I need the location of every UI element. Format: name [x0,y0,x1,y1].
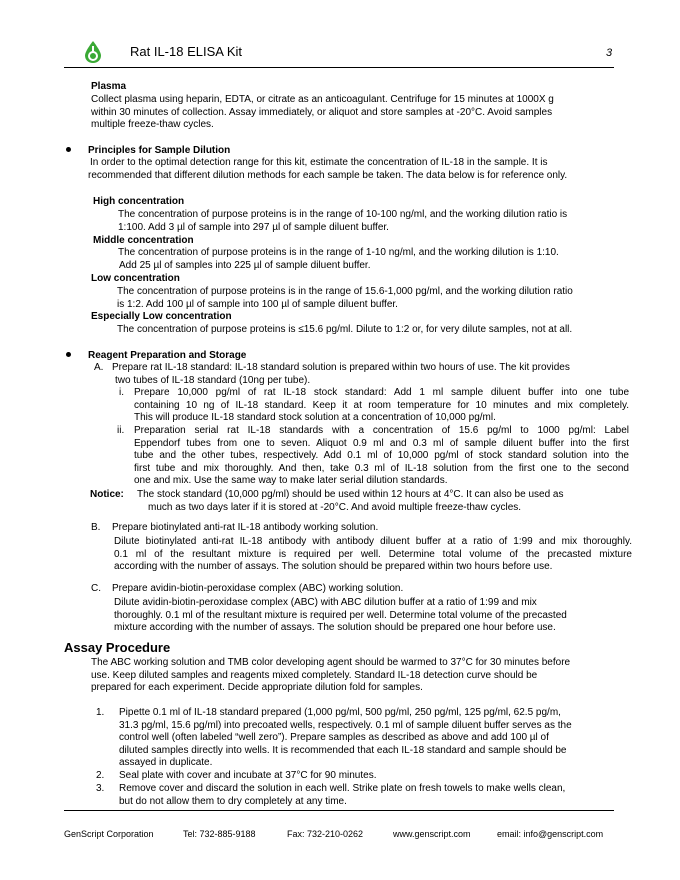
text-line: Preparation serial rat IL-18 standards with a concentration of 15.6 pg/ml to 1000 pg/ml: Label [134,425,629,436]
text-line: 1:100. Add 3 µl of sample into 297 µl of sample diluent buffer. [118,221,389,233]
step-number: 1. [96,707,105,718]
low-concentration-heading: Low concentration [91,273,180,284]
reagent-b-text [114,536,632,574]
notice-label: Notice: [90,489,124,500]
especially-low-concentration-text [117,324,632,337]
text-line: Collect plasma using heparin, EDTA, or citrate as an anticoagulant. Centrifuge for 15 minutes at 1000X g [91,94,554,105]
text-line: two tubes of IL-18 standard (10ng per tube). [115,374,311,386]
text-line: within 30 minutes of collection. Assay immediately, or aliquot and store samples at -20°C. Avoid samples [91,106,553,118]
assay-intro [91,657,631,695]
reagent-c-title: Prepare avidin-biotin-peroxidase complex (ABC) working solution. [112,583,404,594]
reagent-a-marker: A. [94,362,104,373]
plasma-text [91,94,631,132]
page-number: 3 [606,47,613,59]
header-rule [64,67,614,68]
text-line: Prepare rat IL-18 standard: IL-18 standard solution is prepared within two hours of use. The kit provides [112,362,570,373]
document-title: Rat IL-18 ELISA Kit [130,44,243,59]
text-line: The concentration of purpose proteins is ≤15.6 pg/ml. Dilute to 1:2 or, for very dilute samples, not at all. [117,324,573,335]
text-line: diluted samples directly into wells. It is recommended that each IL-18 standard and sample should be [119,744,567,756]
reagent-c-text [114,597,634,635]
step-number: 2. [96,770,105,781]
bullet-icon [66,352,71,357]
text-line: use. Keep diluted samples and reagents mixed completely. Standard IL-18 detection curve should be [91,669,538,681]
middle-concentration-text [118,247,630,272]
text-line: 0.1 ml of the resultant mixture is required per well. Determine total volume of the precasted mixture [114,548,632,560]
high-concentration-text [118,209,630,234]
dilution-intro [88,157,633,182]
text-line: Prepare 10,000 pg/ml of rat IL-18 stock standard: Add 1 ml sample diluent buffer into one tube [134,387,629,398]
notice-text [137,489,627,514]
text-line: recommended that different dilution methods for each sample be taken. The data below is for reference only. [88,169,568,181]
text-line: Eppendorf tubes from one to seven. Aliquot 0.9 ml and 0.3 ml of sample diluent buffer into the first [134,437,629,449]
footer-tel: Tel: 732-885-9188 [183,829,256,839]
text-line: control well (often labeled “well zero”). Prepare samples as described as above and add 100 µl of [119,732,549,743]
dilution-heading: Principles for Sample Dilution [88,145,231,156]
plasma-heading: Plasma [91,81,127,92]
text-line: multiple freeze-thaw cycles. [91,119,214,130]
text-line: but do not allow them to dry completely at any time. [119,795,347,807]
footer-rule [64,810,614,811]
text-line: Seal plate with cover and incubate at 37°C for 90 minutes. [119,770,377,781]
reagent-a-text [112,362,632,387]
assay-heading: Assay Procedure [64,640,171,655]
text-line: Dilute avidin-biotin-peroxidase complex (ABC) with ABC dilution buffer at a ratio of 1:99 and mix [114,597,537,608]
text-line: The stock standard (10,000 pg/ml) should be used within 12 hours at 4°C. It can also be used as [137,489,564,500]
reagent-heading: Reagent Preparation and Storage [88,350,247,361]
text-line: much as two days later if it is stored at -20°C. And avoid multiple freeze-thaw cycles. [148,501,522,513]
text-line: containing 10 ng of IL-18 standard. Keep it at room temperature for 10 minutes and mix completely. [134,399,629,411]
text-line: This will produce IL-18 standard stock solution at a concentration of 10,000 pg/ml. [134,412,496,423]
text-line: prepared for each experiment. Decide appropriate dilution fold for samples. [91,682,423,693]
text-line: 31.3 pg/ml, 15.6 pg/ml) into precoated wells, respectively. 0.1 ml of sample diluent buffer serves as the [119,719,572,731]
step-number: 3. [96,783,105,794]
text-line: The concentration of purpose proteins is in the range of 1-10 ng/ml, and the working dilution is 1:10. [118,247,559,258]
reagent-a-i-text [134,387,629,425]
text-line: assayed in duplicate. [119,757,213,768]
footer-web-link[interactable]: www.genscript.com [393,829,471,839]
high-concentration-heading: High concentration [93,196,185,207]
step-2-text [119,770,634,783]
reagent-c-marker: C. [91,583,101,594]
footer-company: GenScript Corporation [64,829,154,839]
especially-low-concentration-heading: Especially Low concentration [91,311,232,322]
text-line: In order to the optimal detection range for this kit, estimate the concentration of IL-18 in the sample. It is [90,157,548,168]
middle-concentration-heading: Middle concentration [93,235,194,246]
text-line: Pipette 0.1 ml of IL-18 standard prepared (1,000 pg/ml, 500 pg/ml, 250 pg/ml, 125 pg/ml, 62.5 pg/m, [119,707,561,718]
text-line: The concentration of purpose proteins is in the range of 10-100 ng/ml, and the working dilution ratio is [118,209,568,220]
text-line: according with the number of assays. The solution should be prepared within two hours before use. [114,561,553,572]
step-3-text [119,783,634,808]
text-line: one and mix. Use the same way to make later serial dilution standards. [134,475,448,486]
footer-fax: Fax: 732-210-0262 [287,829,364,839]
reagent-b-title: Prepare biotinylated anti-rat IL-18 antibody working solution. [112,522,379,533]
text-line: tube and the other tubes, respectively. Add 0.1 ml of 10,000 pg/ml of stock standard solution into the [134,450,629,461]
text-line: is 1:2. Add 100 µl of sample into 100 µl of sample diluent buffer. [117,298,398,310]
text-line: Dilute biotinylated anti-rat IL-18 antibody with antibody diluent buffer at a ratio of 1:99 and mix thoroughly. [114,536,632,547]
text-line: first tube and mix thoroughly. And then, take 0.3 ml of IL-18 solution from the first one to the second [134,462,629,474]
text-line: Remove cover and discard the solution in each well. Strike plate on fresh towels to make wells clean, [119,783,566,794]
reagent-a-ii-text [134,425,629,488]
text-line: thoroughly. 0.1 ml of the resultant mixture is required per well. Determine total volume of the precasted [114,609,567,621]
step-1-text [119,707,634,770]
bullet-icon [66,147,71,152]
text-line: The concentration of purpose proteins is in the range of 15.6-1,000 pg/ml, and the working dilution ratio [117,286,573,297]
footer-email-link[interactable]: email: info@genscript.com [497,829,604,839]
text-line: Add 25 µl of samples into 225 µl of sample diluent buffer. [119,259,371,271]
text-line: mixture according with the number of assays. The solution should be prepared one hour before use. [114,622,556,633]
low-concentration-text [117,286,632,311]
genscript-logo-icon [84,40,102,64]
reagent-a-i-marker: i. [119,387,124,398]
text-line: The ABC working solution and TMB color developing agent should be warmed to 37°C for 30 minutes before [91,657,571,668]
reagent-b-marker: B. [91,522,101,533]
reagent-a-ii-marker: ii. [117,425,125,436]
